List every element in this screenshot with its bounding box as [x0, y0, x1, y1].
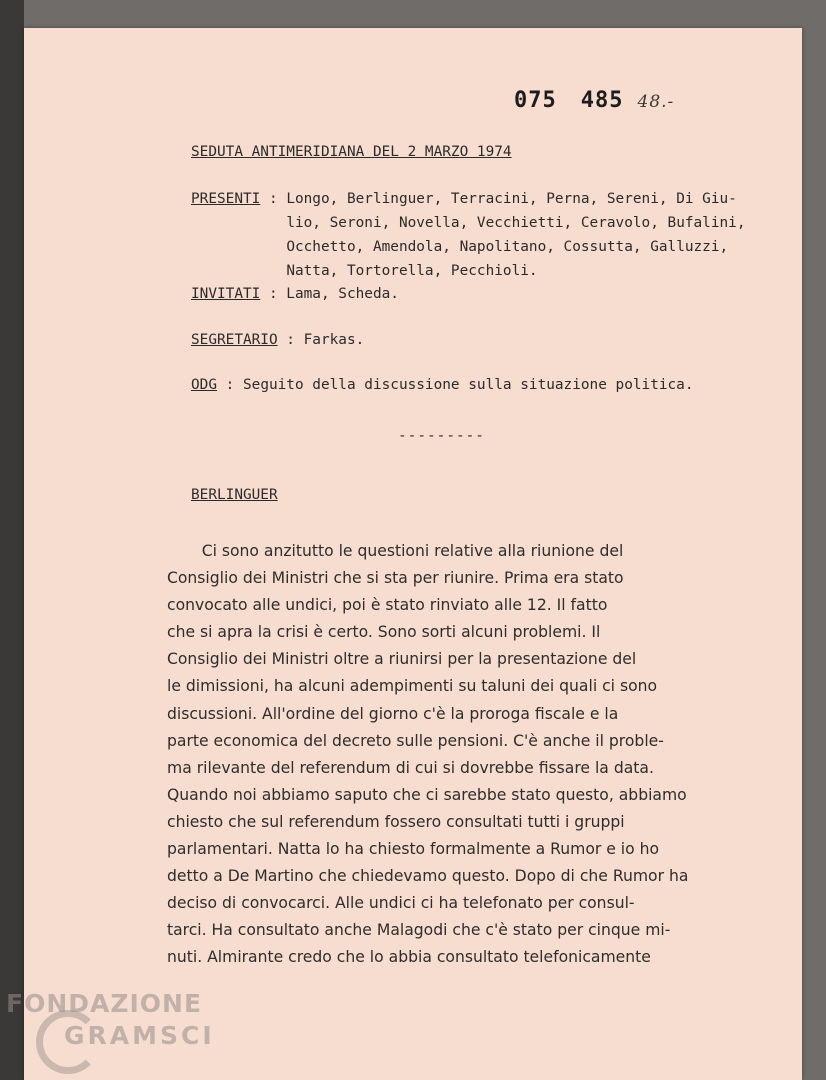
- presenti-separator: :: [260, 191, 287, 207]
- speech-line: Ci sono anzitutto le questioni relative alla riunione del: [167, 542, 624, 560]
- speech-line: detto a De Martino che chiedevamo questo. Dopo di che Rumor ha: [167, 867, 689, 886]
- speech-line: Consiglio dei Ministri oltre a riunirsi per la presentazione del: [167, 650, 637, 669]
- odg-label: ODG: [191, 377, 217, 393]
- presenti-list: [286, 187, 745, 283]
- segretario-value: : Farkas.: [277, 332, 365, 348]
- watermark-logo-ring: [36, 1010, 100, 1074]
- watermark-line-2: GRAMSCI: [64, 1021, 215, 1050]
- speaker-name: BERLINGUER: [191, 487, 278, 503]
- document-page: [24, 28, 802, 1080]
- speech-line: nuti. Almirante credo che lo abbia consultato telefonicamente: [167, 948, 651, 967]
- watermark-line-1: FONDAZIONE: [6, 989, 203, 1018]
- handwritten-page-note: 48.-: [637, 92, 675, 112]
- segretario-line: [191, 328, 811, 352]
- presenti-line: Occhetto, Amendola, Napolitano, Cossutta, Galluzzi,: [286, 239, 729, 255]
- session-heading: [191, 140, 811, 164]
- reference-part-1: 075: [514, 88, 557, 113]
- invitati-line: [191, 282, 811, 306]
- speech-line: parte economica del decreto sulle pensioni. C'è anche il proble-: [167, 731, 664, 750]
- presenti-line: Longo, Berlinguer, Terracini, Perna, Sereni, Di Giu-: [286, 191, 737, 207]
- speech-line: tarci. Ha consultato anche Malagodi che c'è stato per cinque mi-: [167, 921, 671, 940]
- speech-line: ma rilevante del referendum di cui si dovrebbe fissare la data.: [167, 758, 654, 777]
- reference-part-2: 485: [580, 88, 624, 113]
- scanner-edge: [0, 0, 24, 1080]
- speech-body: [167, 538, 787, 972]
- presenti-block: [191, 187, 811, 283]
- presenti-line: Natta, Tortorella, Pecchioli.: [286, 263, 538, 279]
- speech-line: che si apra la crisi è certo. Sono sorti alcuni problemi. Il: [167, 623, 601, 642]
- fondazione-gramsci-watermark: [6, 988, 215, 1052]
- speech-line: parlamentari. Natta lo ha chiesto formalmente a Rumor e io ho: [167, 840, 660, 859]
- invitati-label: INVITATI: [191, 286, 261, 302]
- odg-value: : Seguito della discussione sulla situazione politica.: [217, 377, 694, 393]
- archive-reference-number: [514, 88, 674, 113]
- speech-line: convocato alle undici, poi è stato rinviato alle 12. Il fatto: [167, 596, 608, 615]
- speech-line: Consiglio dei Ministri che si sta per riunire. Prima era stato: [167, 569, 624, 588]
- presenti-label: PRESENTI: [191, 191, 261, 207]
- speech-line: le dimissioni, ha alcuni adempimenti su taluni dei quali ci sono: [167, 677, 658, 696]
- segretario-label: SEGRETARIO: [191, 332, 278, 348]
- speech-line: deciso di convocarci. Alle undici ci ha telefonato per consul-: [167, 894, 635, 913]
- speech-line: chiesto che sul referendum fossero consultati tutti i gruppi: [167, 812, 625, 831]
- section-divider: ---------: [398, 428, 485, 444]
- invitati-value: : Lama, Scheda.: [260, 286, 399, 302]
- odg-line: [191, 373, 811, 397]
- speech-line: discussioni. All'ordine del giorno c'è la proroga fiscale e la: [167, 704, 619, 723]
- speaker-heading: [191, 483, 811, 507]
- session-heading-text: SEDUTA ANTIMERIDIANA DEL 2 MARZO 1974: [191, 144, 512, 160]
- presenti-line: lio, Seroni, Novella, Vecchietti, Ceravolo, Bufalini,: [286, 215, 746, 231]
- speech-line: Quando noi abbiamo saputo che ci sarebbe stato questo, abbiamo: [167, 785, 687, 804]
